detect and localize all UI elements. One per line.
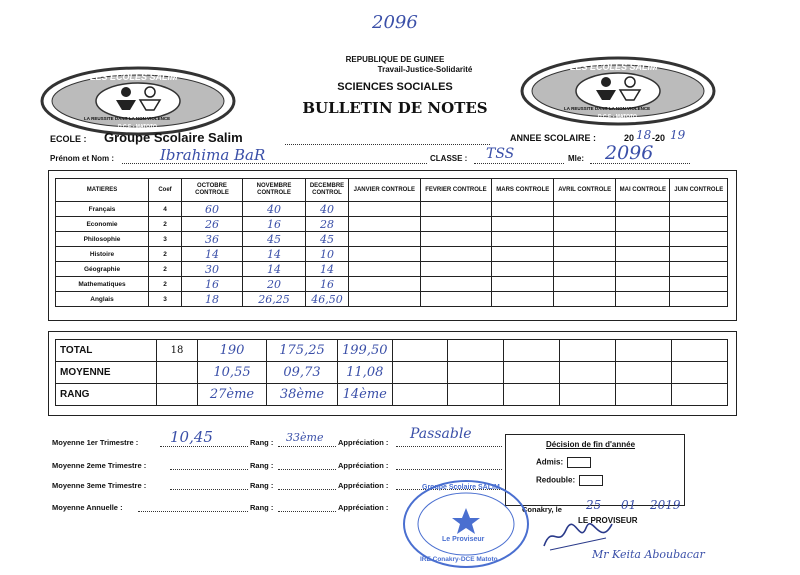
- mark-dec: 40: [306, 202, 349, 217]
- empty-cell: [420, 262, 492, 277]
- empty-cell: [554, 247, 616, 262]
- mle-label: Mle:: [568, 154, 584, 163]
- classe-value: TSS: [486, 146, 515, 162]
- empty-cell: [492, 232, 554, 247]
- empty-cell: [554, 202, 616, 217]
- decision-title: Décision de fin d'année: [546, 440, 636, 449]
- empty-cell: [504, 384, 560, 406]
- col-juin: JUIN CONTROLE: [670, 179, 728, 202]
- logo-text-top: LES ECOLES SALIM: [570, 62, 658, 72]
- mark-oct: 16: [182, 277, 243, 292]
- stamp-middle-text: Le Proviseur: [442, 536, 485, 543]
- table-row: [56, 247, 728, 262]
- annee-hand-2: 19: [670, 128, 686, 142]
- handwritten-file-number: 2096: [372, 12, 418, 33]
- col-novembre: NOVEMBRE CONTROLE: [243, 179, 306, 202]
- table-row: [56, 217, 728, 232]
- empty-cell: [448, 340, 504, 362]
- empty-cell: [616, 277, 670, 292]
- t3-appreciation-label: Appréciation :: [338, 481, 389, 490]
- document-title: BULLETIN DE NOTES: [302, 99, 488, 117]
- t3-label: Moyenne 3eme Trimestre :: [52, 481, 147, 490]
- school-stamp: [400, 478, 532, 570]
- table-row: [56, 292, 728, 307]
- subject-cell: Economie: [56, 217, 149, 232]
- mark-oct: 30: [182, 262, 243, 277]
- empty-cell: [349, 217, 421, 232]
- table-row: [56, 202, 728, 217]
- empty-cell: [616, 217, 670, 232]
- logo-text-bottom: D.C.E - MATOTO: [118, 124, 157, 130]
- grades-header-row: [56, 179, 728, 202]
- mark-dec: 14: [306, 262, 349, 277]
- mark-dec: 45: [306, 232, 349, 247]
- mark-nov: 16: [243, 217, 306, 232]
- empty-cell: [349, 262, 421, 277]
- place-label: Conakry, le: [522, 505, 562, 514]
- empty-cell: [616, 340, 672, 362]
- t1-value: 10,45: [170, 428, 213, 446]
- t3-rang-dotted: [278, 489, 336, 490]
- ecole-dotted-line: [285, 144, 490, 145]
- empty-cell: [420, 217, 492, 232]
- empty-cell: [492, 292, 554, 307]
- empty-cell: [670, 247, 728, 262]
- annee-hand-1: 18: [636, 128, 652, 142]
- col-matieres: MATIERES: [56, 179, 149, 202]
- annuelle-appreciation-label: Appréciation :: [338, 503, 389, 512]
- empty-cell: [672, 340, 728, 362]
- empty-cell: [420, 247, 492, 262]
- col-mai: MAI CONTROLE: [616, 179, 670, 202]
- empty-cell: [616, 202, 670, 217]
- redouble-row: [536, 475, 603, 486]
- annuelle-label: Moyenne Annuelle :: [52, 503, 123, 512]
- empty-cell: [554, 262, 616, 277]
- empty-cell: [420, 232, 492, 247]
- empty-cell: [616, 262, 670, 277]
- empty-cell: [560, 362, 616, 384]
- motto: Travail-Justice-Solidarité: [377, 65, 473, 74]
- empty-cell: [554, 292, 616, 307]
- empty-cell: [504, 362, 560, 384]
- t2-appreciation-label: Appréciation :: [338, 461, 389, 470]
- col-avril: AVRIL CONTROLE: [554, 179, 616, 202]
- t1-appreciation-dotted: [396, 446, 502, 447]
- t1-rang-value: 33ème: [286, 431, 324, 444]
- empty-cell: [670, 202, 728, 217]
- grades-table: [55, 178, 728, 307]
- school-logo-left: [40, 66, 236, 136]
- mle-value: 2096: [605, 142, 654, 164]
- mark-nov: 14: [243, 247, 306, 262]
- moyenne-label: MOYENNE: [56, 362, 157, 384]
- empty-cell: [554, 277, 616, 292]
- mark-dec: 16: [306, 277, 349, 292]
- empty-cell: [392, 384, 448, 406]
- empty-cell: [420, 292, 492, 307]
- empty-cell: [672, 384, 728, 406]
- empty-cell: [448, 384, 504, 406]
- mark-oct: 18: [182, 292, 243, 307]
- t2-rang-label: Rang :: [250, 461, 274, 470]
- col-decembre: DECEMBRE CONTROL: [306, 179, 349, 202]
- ecole-label: ECOLE :: [50, 134, 87, 144]
- mark-nov: 14: [243, 262, 306, 277]
- empty-cell: [672, 362, 728, 384]
- table-row: [56, 232, 728, 247]
- logo-text-mid: LA REUSSITE DANS LA NON VIOLENCE: [84, 116, 171, 121]
- mark-oct: 26: [182, 217, 243, 232]
- stamp-bottom-text: IRE Conakry-DCE Matoto: [420, 556, 498, 563]
- empty-cell: [420, 202, 492, 217]
- subject-cell: Français: [56, 202, 149, 217]
- rang-oct: 27ème: [198, 384, 267, 406]
- empty-cell: [349, 247, 421, 262]
- redouble-checkbox[interactable]: [579, 475, 603, 486]
- rang-nov: 38ème: [267, 384, 338, 406]
- coef-cell: 2: [149, 247, 182, 262]
- col-octobre: OCTOBRE CONTROLE: [182, 179, 243, 202]
- col-fevrier: FEVRIER CONTROLE: [420, 179, 492, 202]
- date-day: 25: [586, 498, 602, 512]
- empty-cell: [392, 340, 448, 362]
- date-year: 2019: [650, 498, 681, 512]
- empty-cell: [504, 340, 560, 362]
- t1-rang-dotted: [278, 446, 336, 447]
- moyenne-oct: 10,55: [198, 362, 267, 384]
- rang-label: RANG: [56, 384, 157, 406]
- mark-dec: 46,50: [306, 292, 349, 307]
- nom-value: Ibrahima BaR: [160, 146, 266, 164]
- date-month: 01: [621, 498, 637, 512]
- mark-oct: 60: [182, 202, 243, 217]
- total-label: TOTAL: [56, 340, 157, 362]
- table-row: [56, 262, 728, 277]
- empty-cell: [616, 362, 672, 384]
- empty-cell: [349, 232, 421, 247]
- t2-label: Moyenne 2eme Trimestre :: [52, 461, 147, 470]
- total-nov: 175,25: [267, 340, 338, 362]
- empty-cell: [670, 217, 728, 232]
- totals-table: [55, 339, 728, 406]
- empty-cell: [492, 262, 554, 277]
- t3-dotted: [170, 489, 248, 490]
- mark-dec: 28: [306, 217, 349, 232]
- admis-checkbox[interactable]: [567, 457, 591, 468]
- col-coef: Coef: [149, 179, 182, 202]
- nom-label: Prénom et Nom :: [50, 154, 115, 163]
- empty-cell: [670, 232, 728, 247]
- logo-text-bottom: D.C.E - MATOTO: [598, 114, 637, 120]
- t1-rang-label: Rang :: [250, 438, 274, 447]
- empty-cell: [670, 262, 728, 277]
- empty-cell: [157, 384, 198, 406]
- logo-text-top: LES ECOLES SALIM: [90, 72, 178, 82]
- stamp-top-text: Groupe Scolaire SALIM: [422, 484, 500, 491]
- t2-appreciation-dotted: [396, 469, 502, 470]
- t1-appreciation-label: Appréciation :: [338, 438, 389, 447]
- mark-dec: 10: [306, 247, 349, 262]
- coef-cell: 4: [149, 202, 182, 217]
- empty-cell: [554, 217, 616, 232]
- annee-label: ANNEE SCOLAIRE :: [510, 133, 597, 143]
- annuelle-rang-label: Rang :: [250, 503, 274, 512]
- empty-cell: [349, 277, 421, 292]
- t3-rang-label: Rang :: [250, 481, 274, 490]
- mark-oct: 36: [182, 232, 243, 247]
- logo-text-mid: LA REUSSITE DANS LA NON VIOLENCE: [564, 106, 651, 111]
- classe-dotted-line: [474, 163, 564, 164]
- admis-label: Admis:: [536, 457, 564, 467]
- coef-cell: 3: [149, 292, 182, 307]
- mark-nov: 45: [243, 232, 306, 247]
- empty-cell: [349, 202, 421, 217]
- empty-cell: [492, 217, 554, 232]
- decision-box: [505, 434, 685, 506]
- col-mars: MARS CONTROLE: [492, 179, 554, 202]
- coef-cell: 3: [149, 232, 182, 247]
- subject-cell: Philosophie: [56, 232, 149, 247]
- empty-cell: [616, 292, 670, 307]
- moyenne-nov: 09,73: [267, 362, 338, 384]
- mark-nov: 26,25: [243, 292, 306, 307]
- subject-cell: Géographie: [56, 262, 149, 277]
- annee-separator: -20: [652, 133, 666, 143]
- coef-cell: 2: [149, 277, 182, 292]
- empty-cell: [420, 277, 492, 292]
- ecole-value: Groupe Scolaire Salim: [104, 130, 243, 145]
- empty-cell: [554, 232, 616, 247]
- subject-cell: Histoire: [56, 247, 149, 262]
- subject-cell: Mathematiques: [56, 277, 149, 292]
- t2-dotted: [170, 469, 248, 470]
- coef-cell: 2: [149, 262, 182, 277]
- redouble-label: Redouble:: [536, 475, 576, 485]
- empty-cell: [560, 384, 616, 406]
- empty-cell: [616, 384, 672, 406]
- empty-cell: [560, 340, 616, 362]
- empty-cell: [492, 247, 554, 262]
- table-row: [56, 277, 728, 292]
- proviseur-label: LE PROVISEUR: [578, 516, 638, 525]
- empty-cell: [157, 362, 198, 384]
- classe-label: CLASSE :: [430, 154, 468, 163]
- coef-cell: 2: [149, 217, 182, 232]
- admis-row: [536, 457, 591, 468]
- empty-cell: [616, 232, 670, 247]
- annee-prefix-1: 20: [624, 133, 635, 143]
- annuelle-dotted: [138, 511, 248, 512]
- annuelle-rang-dotted: [278, 511, 336, 512]
- t2-rang-dotted: [278, 469, 336, 470]
- empty-cell: [670, 277, 728, 292]
- empty-cell: [492, 202, 554, 217]
- moyenne-dec: 11,08: [338, 362, 393, 384]
- republic-heading: REPUBLIQUE DE GUINEE: [345, 55, 445, 64]
- mark-nov: 20: [243, 277, 306, 292]
- empty-cell: [670, 292, 728, 307]
- empty-cell: [448, 362, 504, 384]
- rang-dec: 14ème: [338, 384, 393, 406]
- total-dec: 199,50: [338, 340, 393, 362]
- subject-cell: Anglais: [56, 292, 149, 307]
- proviseur-name: Mr Keita Aboubacar: [592, 548, 705, 561]
- total-coef: 18: [157, 340, 198, 362]
- t1-dotted: [160, 446, 248, 447]
- t1-label: Moyenne 1er Trimestre :: [52, 438, 139, 447]
- total-oct: 190: [198, 340, 267, 362]
- total-row: [56, 340, 728, 362]
- empty-cell: [392, 362, 448, 384]
- moyenne-row: [56, 362, 728, 384]
- section-heading: SCIENCES SOCIALES: [337, 81, 453, 93]
- rang-row: [56, 384, 728, 406]
- empty-cell: [616, 247, 670, 262]
- mark-oct: 14: [182, 247, 243, 262]
- col-janvier: JANVIER CONTROLE: [349, 179, 421, 202]
- empty-cell: [349, 292, 421, 307]
- t1-appreciation-value: Passable: [410, 426, 472, 442]
- empty-cell: [492, 277, 554, 292]
- mark-nov: 40: [243, 202, 306, 217]
